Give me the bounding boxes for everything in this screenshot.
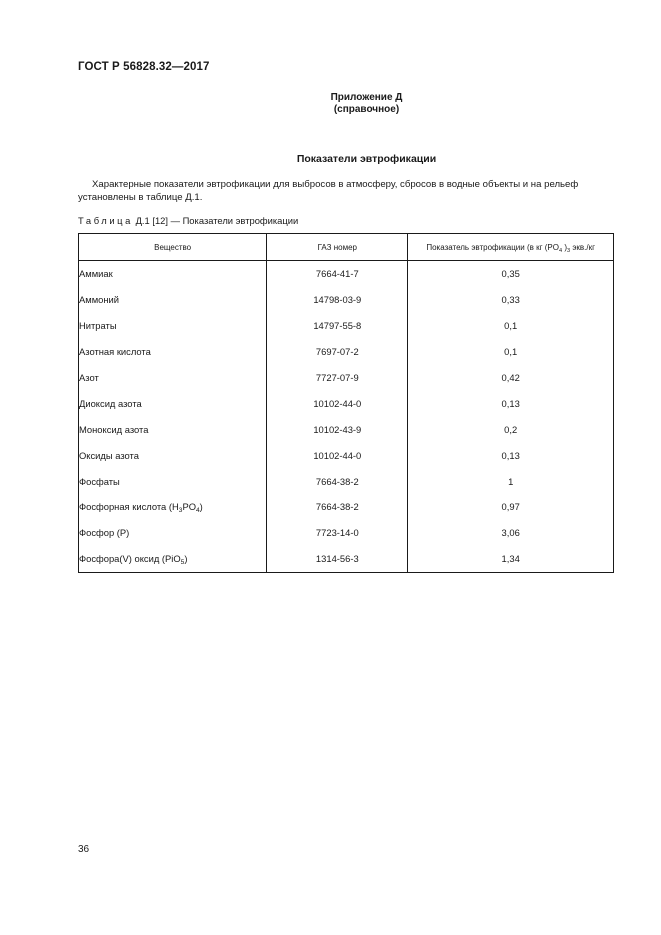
cell-substance: Диоксид азота xyxy=(79,390,267,416)
cell-cas: 7664-41-7 xyxy=(267,261,408,287)
table-row xyxy=(79,520,614,546)
header-value xyxy=(408,234,614,261)
header-value-tail: экв./кг xyxy=(570,242,596,252)
cell-value: 0,1 xyxy=(408,339,614,365)
standard-code: ГОСТ Р 56828.32—2017 xyxy=(78,61,210,73)
cell-cas: 7723-14-0 xyxy=(267,520,408,546)
table-row xyxy=(79,287,614,313)
intro-paragraph xyxy=(78,178,618,204)
cell-value: 0,33 xyxy=(408,287,614,313)
cell-cas: 7697-07-2 xyxy=(267,339,408,365)
section-title: Показатели эвтрофикации xyxy=(296,153,437,165)
cell-substance xyxy=(79,494,267,520)
cell-substance xyxy=(79,546,267,572)
cell-substance-sub1: 5 xyxy=(180,559,185,567)
table-caption-prefix: Таблица xyxy=(78,215,133,226)
cell-value: 1,34 xyxy=(408,546,614,572)
appendix-title: Приложение Д xyxy=(330,92,403,103)
cell-value: 0,2 xyxy=(408,416,614,442)
cell-substance: Фосфор (P) xyxy=(79,520,267,546)
header-value-sub1: 4 xyxy=(558,247,563,254)
appendix-type: (справочное) xyxy=(333,104,400,115)
cell-cas: 10102-44-0 xyxy=(267,442,408,468)
table-row xyxy=(79,546,614,572)
cell-substance-sub2: 4 xyxy=(195,507,200,515)
table-row xyxy=(79,442,614,468)
cell-substance-post: ) xyxy=(199,501,203,513)
cell-substance: Азотная кислота xyxy=(79,339,267,365)
cell-cas: 10102-43-9 xyxy=(267,416,408,442)
header-cas: ГАЗ номер xyxy=(267,234,408,261)
page-number: 36 xyxy=(78,844,90,855)
cell-substance: Аммоний xyxy=(79,287,267,313)
cell-substance: Аммиак xyxy=(79,261,267,287)
table-row xyxy=(79,339,614,365)
cell-substance: Азот xyxy=(79,365,267,391)
table-header-row xyxy=(79,234,614,261)
table-row xyxy=(79,365,614,391)
cell-cas: 14797-55-8 xyxy=(267,313,408,339)
cell-substance: Фосфаты xyxy=(79,468,267,494)
cell-cas: 7727-07-9 xyxy=(267,365,408,391)
cell-cas: 1314-56-3 xyxy=(267,546,408,572)
cell-value: 3,06 xyxy=(408,520,614,546)
header-value-sub2: 3 xyxy=(566,247,571,254)
cell-substance-pre: Фосфора(V) оксид (PiO xyxy=(79,553,181,565)
header-substance: Вещество xyxy=(79,234,267,261)
cell-substance-post: ) xyxy=(184,553,188,565)
table-caption-text: Д.1 [12] — Показатели эвтрофикации xyxy=(135,215,299,226)
cell-cas: 7664-38-2 xyxy=(267,494,408,520)
cell-value: 0,13 xyxy=(408,390,614,416)
header-value-main: Показатель эвтрофикации (в кг (PO xyxy=(426,242,559,252)
cell-value: 0,97 xyxy=(408,494,614,520)
header-value-mid: ) xyxy=(562,242,567,252)
cell-substance-pre: Фосфорная кислота (H xyxy=(79,501,179,513)
eutrophication-table xyxy=(78,233,614,573)
table-row xyxy=(79,416,614,442)
cell-value: 1 xyxy=(408,468,614,494)
cell-cas: 7664-38-2 xyxy=(267,468,408,494)
table-caption xyxy=(78,215,298,226)
table-row xyxy=(79,494,614,520)
cell-substance: Оксиды азота xyxy=(79,442,267,468)
intro-paragraph-text: Характерные показатели эвтрофикации для выбросов в атмосферу, сбросов в водные объекты и на рельеф установлены в таблице Д.1. xyxy=(78,179,579,203)
cell-value: 0,1 xyxy=(408,313,614,339)
cell-cas: 10102-44-0 xyxy=(267,390,408,416)
cell-substance: Моноксид азота xyxy=(79,416,267,442)
table-row xyxy=(79,390,614,416)
table-row xyxy=(79,313,614,339)
table-row xyxy=(79,261,614,287)
cell-value: 0,35 xyxy=(408,261,614,287)
table-row xyxy=(79,468,614,494)
cell-value: 0,42 xyxy=(408,365,614,391)
cell-substance-sub1: 3 xyxy=(178,507,183,515)
cell-substance: Нитраты xyxy=(79,313,267,339)
cell-substance-mid: PO xyxy=(182,501,196,513)
cell-value: 0,13 xyxy=(408,442,614,468)
cell-cas: 14798-03-9 xyxy=(267,287,408,313)
